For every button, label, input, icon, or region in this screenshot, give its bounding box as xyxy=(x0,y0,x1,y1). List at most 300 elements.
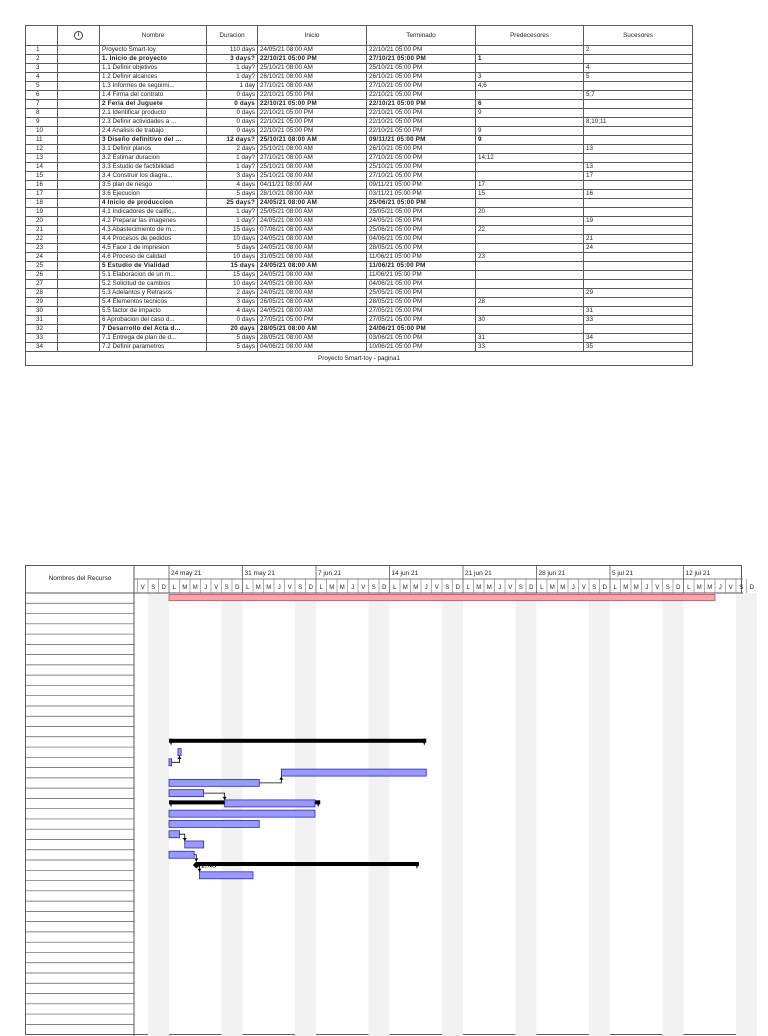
task-duration: 0 days xyxy=(207,127,258,136)
header-name: Nombre xyxy=(100,26,207,46)
task-finish: 09/11/21 05:00 PM xyxy=(367,181,476,190)
table-row[interactable] xyxy=(26,100,693,109)
day-label: L xyxy=(172,585,176,591)
task-duration: 5 days xyxy=(207,244,258,253)
header-finish: Terminado xyxy=(367,26,476,46)
row-id: 23 xyxy=(26,244,58,253)
task-duration: 5 days xyxy=(207,343,258,352)
task-name: 4.5 Face 1 de impresion xyxy=(100,244,207,253)
day-label: M xyxy=(476,585,482,591)
row-info xyxy=(58,289,100,298)
task-start: 24/05/21 08:00 AM xyxy=(258,280,367,289)
table-row[interactable] xyxy=(26,163,693,172)
table-row[interactable] xyxy=(26,289,693,298)
task-finish: 24/06/21 05:00 PM xyxy=(367,325,476,334)
row-id: 31 xyxy=(26,316,58,325)
task-duration: 0 days xyxy=(207,100,258,109)
week-label: 31 may 21 xyxy=(244,570,275,577)
day-label: L xyxy=(613,585,617,591)
task-finish: 25/10/21 05:00 PM xyxy=(367,64,476,73)
table-row[interactable] xyxy=(26,82,693,91)
day-label: M xyxy=(182,585,188,591)
day-label: L xyxy=(466,585,470,591)
task-name: 3.6 Ejecucion xyxy=(100,190,207,199)
day-label: J xyxy=(571,585,575,591)
row-id: 8 xyxy=(26,109,58,118)
task-finish: 09/11/21 05:00 PM xyxy=(367,136,476,145)
task-duration: 12 days? xyxy=(207,136,258,145)
task-duration: 3 days xyxy=(207,172,258,181)
day-label: V xyxy=(728,585,733,591)
task-successors xyxy=(584,262,693,271)
task-name: 4.4 Procesos de pedidos xyxy=(100,235,207,244)
task-start: 25/10/21 08:00 AM xyxy=(258,64,367,73)
task-bar xyxy=(225,800,315,807)
task-bar xyxy=(281,769,426,776)
header-info xyxy=(58,26,100,46)
task-bar xyxy=(169,759,172,766)
task-successors xyxy=(584,181,693,190)
task-successors: 4 xyxy=(584,64,693,73)
row-id: 3 xyxy=(26,64,58,73)
task-predecessors: 30 xyxy=(476,316,584,325)
table-row[interactable] xyxy=(26,136,693,145)
task-start: 24/05/21 08:00 AM xyxy=(258,271,367,280)
task-finish: 22/10/21 05:00 PM xyxy=(367,109,476,118)
task-name: 4.2 Preparar las imagenes xyxy=(100,217,207,226)
task-predecessors xyxy=(476,235,584,244)
week-label: 12 jul 21 xyxy=(685,570,711,577)
row-id: 5 xyxy=(26,82,58,91)
day-label: D xyxy=(602,585,607,591)
task-predecessors xyxy=(476,46,584,55)
task-successors xyxy=(584,199,693,208)
day-label: J xyxy=(277,585,281,591)
table-row[interactable] xyxy=(26,325,693,334)
task-duration: 0 days xyxy=(207,91,258,100)
task-duration: 15 days xyxy=(207,262,258,271)
dependency-link xyxy=(259,777,281,783)
task-duration: 10 days xyxy=(207,235,258,244)
row-id: 21 xyxy=(26,226,58,235)
task-duration: 1 day? xyxy=(207,73,258,82)
resource-column-header: Nombres del Recurso xyxy=(48,575,112,582)
day-label: L xyxy=(246,585,250,591)
day-label: M xyxy=(413,585,419,591)
task-predecessors: 23 xyxy=(476,253,584,262)
task-name: 3.2 Estimar duracion xyxy=(100,154,207,163)
row-info xyxy=(58,280,100,289)
task-predecessors xyxy=(476,271,584,280)
task-predecessors: 14;12 xyxy=(476,154,584,163)
task-name: 6 Aprobacion del caso d... xyxy=(100,316,207,325)
dependency-arrow xyxy=(178,756,182,759)
task-bar xyxy=(185,841,204,848)
day-label: S xyxy=(739,585,744,591)
task-name: 4 Inicio de produccion xyxy=(100,199,207,208)
day-label: D xyxy=(308,585,313,591)
table-row[interactable] xyxy=(26,262,693,271)
row-id: 30 xyxy=(26,307,58,316)
task-duration: 2 days xyxy=(207,289,258,298)
row-info xyxy=(58,127,100,136)
table-row[interactable] xyxy=(26,226,693,235)
table-row[interactable] xyxy=(26,172,693,181)
task-finish: 22/10/21 05:00 PM xyxy=(367,91,476,100)
task-name: 1. Inicio de proyecto xyxy=(100,55,207,64)
task-finish: 22/10/21 05:00 PM xyxy=(367,46,476,55)
task-duration: 1 day? xyxy=(207,64,258,73)
task-duration: 10 days xyxy=(207,280,258,289)
task-duration: 5 days xyxy=(207,190,258,199)
task-start: 25/10/21 08:00 AM xyxy=(258,136,367,145)
task-start: 07/06/21 08:00 AM xyxy=(258,226,367,235)
task-successors xyxy=(584,208,693,217)
table-row[interactable] xyxy=(26,145,693,154)
day-label: D xyxy=(529,585,534,591)
task-finish: 22/10/21 05:00 PM xyxy=(367,118,476,127)
table-row[interactable] xyxy=(26,343,693,352)
day-label: M xyxy=(486,585,492,591)
row-id: 18 xyxy=(26,199,58,208)
day-label: S xyxy=(371,585,376,591)
task-finish: 25/05/21 05:00 PM xyxy=(367,208,476,217)
row-info xyxy=(58,181,100,190)
task-successors xyxy=(584,298,693,307)
task-bar xyxy=(169,820,259,827)
row-id: 26 xyxy=(26,271,58,280)
task-bar xyxy=(169,831,180,838)
day-label: M xyxy=(339,585,345,591)
row-id: 6 xyxy=(26,91,58,100)
dependency-arrow xyxy=(279,777,283,780)
day-label: M xyxy=(402,585,408,591)
task-successors xyxy=(584,253,693,262)
task-successors: 16 xyxy=(584,190,693,199)
row-info xyxy=(58,100,100,109)
row-info xyxy=(58,109,100,118)
task-bar xyxy=(169,790,204,797)
week-label: 7 jun 21 xyxy=(318,570,342,577)
task-predecessors xyxy=(476,172,584,181)
day-label: J xyxy=(498,585,502,591)
row-info xyxy=(58,172,100,181)
task-predecessors xyxy=(476,262,584,271)
table-row[interactable] xyxy=(26,46,693,55)
table-row[interactable] xyxy=(26,91,693,100)
day-label: L xyxy=(540,585,544,591)
row-info xyxy=(58,118,100,127)
row-id: 17 xyxy=(26,190,58,199)
weekend-shade xyxy=(369,593,390,1036)
task-successors xyxy=(584,226,693,235)
task-duration: 10 days xyxy=(207,253,258,262)
row-info xyxy=(58,46,100,55)
task-finish: 27/10/21 05:00 PM xyxy=(367,55,476,64)
task-duration: 1 day? xyxy=(207,154,258,163)
task-bar xyxy=(178,749,181,756)
task-name: 5.3 Adelantos y Retrasos xyxy=(100,289,207,298)
task-successors: 8;10;11 xyxy=(584,118,693,127)
task-finish: 27/10/21 05:00 PM xyxy=(367,82,476,91)
task-duration: 1 day? xyxy=(207,217,258,226)
task-name: Proyecto Smart-toy xyxy=(100,46,207,55)
table-header-row xyxy=(26,26,693,46)
task-successors: 5 xyxy=(584,73,693,82)
day-label: V xyxy=(655,585,660,591)
task-successors xyxy=(584,280,693,289)
dependency-link xyxy=(172,756,180,762)
task-start: 27/10/21 08:00 AM xyxy=(258,82,367,91)
task-finish: 22/10/21 05:00 PM xyxy=(367,127,476,136)
task-start: 24/05/21 08:00 AM xyxy=(258,262,367,271)
task-name: 5 Estudio de Vialidad xyxy=(100,262,207,271)
dependency-link xyxy=(180,834,185,841)
task-start: 22/10/21 05:00 PM xyxy=(258,118,367,127)
day-label: M xyxy=(623,585,629,591)
task-duration: 5 days xyxy=(207,334,258,343)
day-label: V xyxy=(361,585,366,591)
table-row[interactable] xyxy=(26,271,693,280)
task-successors xyxy=(584,55,693,64)
task-finish: 10/06/21 05:00 PM xyxy=(367,343,476,352)
table-row[interactable] xyxy=(26,307,693,316)
info-icon: i xyxy=(74,31,83,40)
task-name: 1.1 Definir objetivos xyxy=(100,64,207,73)
task-start: 25/10/21 08:00 AM xyxy=(258,172,367,181)
task-predecessors: 22 xyxy=(476,226,584,235)
task-start: 24/05/21 08:00 AM xyxy=(258,307,367,316)
row-info xyxy=(58,271,100,280)
task-finish: 25/10/21 05:00 PM xyxy=(367,163,476,172)
row-info xyxy=(58,73,100,82)
task-start: 24/05/21 08:00 AM xyxy=(258,46,367,55)
task-name: 3.3 Estudio de factibilidad xyxy=(100,163,207,172)
dependency-arrow xyxy=(183,838,187,841)
row-info xyxy=(58,136,100,145)
table-row[interactable] xyxy=(26,55,693,64)
task-duration: 110 days xyxy=(207,46,258,55)
table-row[interactable] xyxy=(26,109,693,118)
task-successors xyxy=(584,100,693,109)
task-predecessors xyxy=(476,289,584,298)
week-label: 5 jul 21 xyxy=(612,570,633,577)
day-label: S xyxy=(592,585,597,591)
task-duration: 4 days xyxy=(207,181,258,190)
row-info xyxy=(58,91,100,100)
weekend-shade xyxy=(663,593,684,1036)
task-predecessors xyxy=(476,325,584,334)
row-info xyxy=(58,244,100,253)
task-predecessors: 31 xyxy=(476,334,584,343)
milestone-label: 27/05 xyxy=(201,862,217,870)
row-info xyxy=(58,298,100,307)
task-name: 7.1 Entrega de plan de d... xyxy=(100,334,207,343)
task-name: 2.1 Identificar producto xyxy=(100,109,207,118)
task-successors: 33 xyxy=(584,316,693,325)
task-duration: 0 days xyxy=(207,118,258,127)
day-label: V xyxy=(214,585,219,591)
task-predecessors: 28 xyxy=(476,298,584,307)
row-id: 34 xyxy=(26,343,58,352)
table-row[interactable] xyxy=(26,253,693,262)
task-predecessors: 33 xyxy=(476,343,584,352)
task-duration: 3 days? xyxy=(207,55,258,64)
task-name: 5.1 Elaboracion de un m... xyxy=(100,271,207,280)
task-finish: 27/05/21 05:00 PM xyxy=(367,316,476,325)
task-bar xyxy=(169,810,315,817)
table-row[interactable] xyxy=(26,217,693,226)
task-predecessors xyxy=(476,307,584,316)
task-name: 7.2 Definir parametros xyxy=(100,343,207,352)
task-finish: 24/05/21 05:00 PM xyxy=(367,217,476,226)
task-name: 4.1 Indicadores de calific... xyxy=(100,208,207,217)
table-row[interactable] xyxy=(26,199,693,208)
table-row[interactable] xyxy=(26,64,693,73)
day-label: S xyxy=(224,585,229,591)
row-id: 22 xyxy=(26,235,58,244)
task-successors: 35 xyxy=(584,343,693,352)
task-successors xyxy=(584,271,693,280)
table-row[interactable] xyxy=(26,181,693,190)
day-label: V xyxy=(287,585,292,591)
page-footer: Proyecto Smart-toy - pagina1 xyxy=(26,352,693,366)
table-row[interactable] xyxy=(26,154,693,163)
task-start: 31/05/21 08:00 AM xyxy=(258,253,367,262)
task-predecessors: 9 xyxy=(476,127,584,136)
task-finish: 26/10/21 05:00 PM xyxy=(367,73,476,82)
table-row[interactable] xyxy=(26,127,693,136)
task-start: 04/06/21 08:00 AM xyxy=(258,343,367,352)
gantt-canvas xyxy=(26,566,754,1036)
task-table-body xyxy=(26,46,693,352)
table-row[interactable] xyxy=(26,298,693,307)
day-label: J xyxy=(351,585,355,591)
day-label: J xyxy=(204,585,208,591)
task-predecessors: 20 xyxy=(476,208,584,217)
task-start: 26/10/21 08:00 AM xyxy=(258,73,367,82)
table-footer-row xyxy=(26,352,693,366)
day-label: M xyxy=(329,585,335,591)
task-finish: 25/06/21 05:00 PM xyxy=(367,199,476,208)
table-row[interactable] xyxy=(26,280,693,289)
task-start: 22/10/21 05:00 PM xyxy=(258,91,367,100)
table-row[interactable] xyxy=(26,208,693,217)
task-finish: 27/10/21 05:00 PM xyxy=(367,154,476,163)
task-successors: 31 xyxy=(584,307,693,316)
table-row[interactable] xyxy=(26,73,693,82)
task-predecessors: 15 xyxy=(476,190,584,199)
task-start: 22/10/21 05:00 PM xyxy=(258,109,367,118)
task-predecessors xyxy=(476,163,584,172)
row-id: 19 xyxy=(26,208,58,217)
table-row[interactable] xyxy=(26,190,693,199)
task-name: 2.3 Definir actividades a ... xyxy=(100,118,207,127)
task-start: 24/05/21 08:00 AM xyxy=(258,235,367,244)
task-start: 22/10/21 05:00 PM xyxy=(258,127,367,136)
row-info xyxy=(58,199,100,208)
task-predecessors: 9 xyxy=(476,136,584,145)
row-id: 12 xyxy=(26,145,58,154)
day-label: L xyxy=(687,585,691,591)
day-label: J xyxy=(424,585,428,591)
row-info xyxy=(58,253,100,262)
weekend-shade xyxy=(736,593,757,1036)
task-name: 3.4 Construir los diagra... xyxy=(100,172,207,181)
row-id: 28 xyxy=(26,289,58,298)
task-finish: 03/11/21 05:00 PM xyxy=(367,190,476,199)
task-successors: 13 xyxy=(584,163,693,172)
task-finish: 22/10/21 05:00 PM xyxy=(367,100,476,109)
row-id: 24 xyxy=(26,253,58,262)
row-id: 1 xyxy=(26,46,58,55)
task-start: 24/05/21 08:00 AM xyxy=(258,199,367,208)
task-duration: 1 day xyxy=(207,82,258,91)
day-label: M xyxy=(560,585,566,591)
task-duration: 0 days xyxy=(207,109,258,118)
week-label: 28 jun 21 xyxy=(538,570,566,577)
table-row[interactable] xyxy=(26,235,693,244)
header-id xyxy=(26,26,58,46)
task-start: 25/10/21 08:00 AM xyxy=(258,163,367,172)
task-predecessors: 4;6 xyxy=(476,82,584,91)
task-name: 5.5 factor de impacto xyxy=(100,307,207,316)
day-label: D xyxy=(455,585,460,591)
row-id: 14 xyxy=(26,163,58,172)
task-duration: 0 days xyxy=(207,316,258,325)
weekend-shade xyxy=(516,593,537,1036)
day-label: M xyxy=(549,585,555,591)
task-finish: 25/06/21 05:00 PM xyxy=(367,226,476,235)
day-label: L xyxy=(319,585,323,591)
task-successors xyxy=(584,136,693,145)
task-finish: 28/05/21 05:00 PM xyxy=(367,298,476,307)
task-successors xyxy=(584,127,693,136)
day-label: D xyxy=(749,585,754,591)
row-id: 4 xyxy=(26,73,58,82)
row-id: 29 xyxy=(26,298,58,307)
day-label: J xyxy=(718,585,722,591)
task-predecessors: 17 xyxy=(476,181,584,190)
task-predecessors xyxy=(476,217,584,226)
header-predecessors: Predecesores xyxy=(476,26,584,46)
dependency-arrow xyxy=(194,859,198,862)
row-id: 32 xyxy=(26,325,58,334)
task-successors: 19 xyxy=(584,217,693,226)
row-info xyxy=(58,307,100,316)
task-successors: 2 xyxy=(584,46,693,55)
day-label: D xyxy=(676,585,681,591)
row-info xyxy=(58,154,100,163)
summary-bar xyxy=(169,739,426,743)
table-row[interactable] xyxy=(26,334,693,343)
row-id: 10 xyxy=(26,127,58,136)
task-finish: 25/05/21 05:00 PM xyxy=(367,289,476,298)
table-row[interactable] xyxy=(26,244,693,253)
day-label: J xyxy=(645,585,649,591)
row-info xyxy=(58,208,100,217)
table-row[interactable] xyxy=(26,118,693,127)
row-info xyxy=(58,145,100,154)
row-info xyxy=(58,235,100,244)
row-id: 13 xyxy=(26,154,58,163)
row-info xyxy=(58,325,100,334)
table-row[interactable] xyxy=(26,316,693,325)
task-name: 4.6 Proceso de calidad xyxy=(100,253,207,262)
task-start: 24/05/21 08:00 AM xyxy=(258,289,367,298)
day-label: M xyxy=(696,585,702,591)
day-label: L xyxy=(393,585,397,591)
